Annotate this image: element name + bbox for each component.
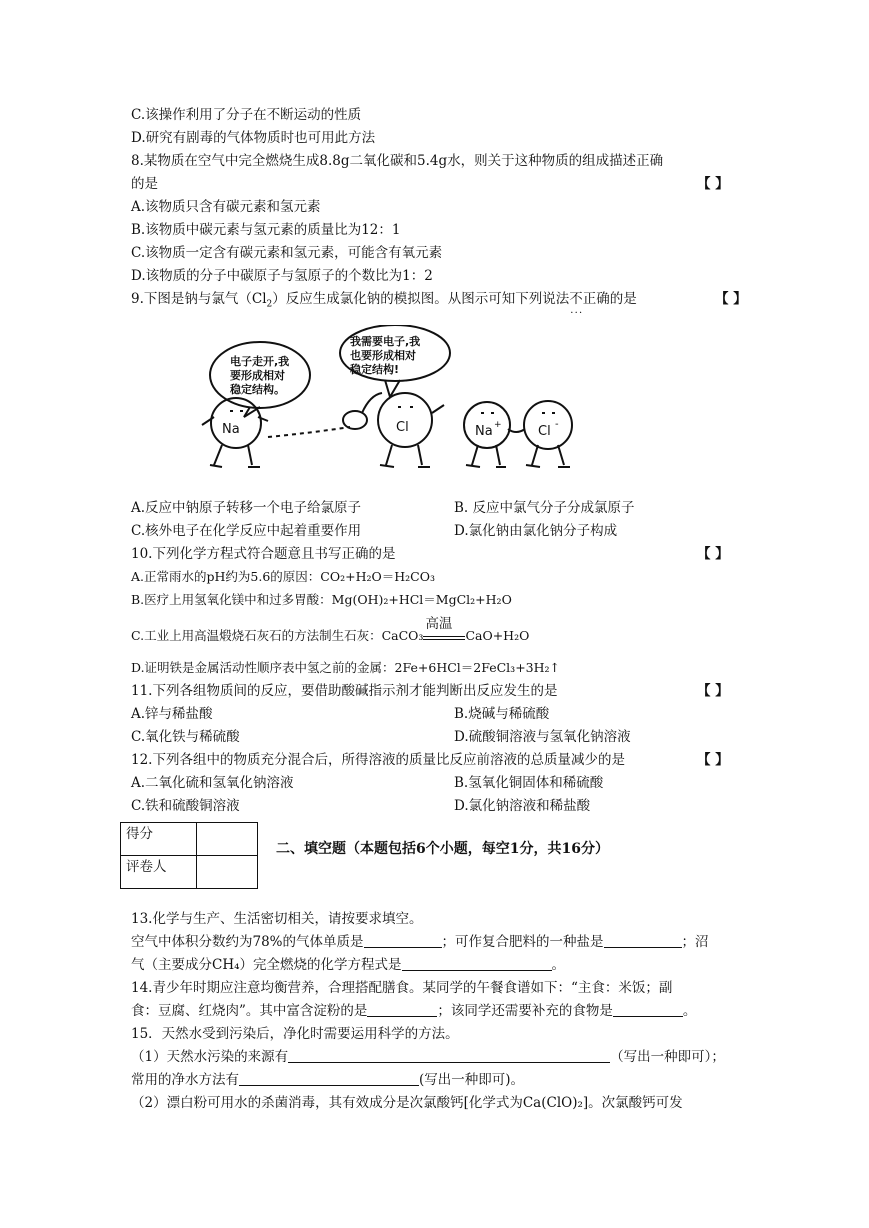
q8-stem: 8.某物质在空气中完全燃烧生成8.8g二氧化碳和5.4g水，则关于这种物质的组成描述正确 xyxy=(131,153,664,169)
q10-option-b: B.医疗上用氢氧化镁中和过多胃酸：Mg(OH)₂+HCl＝MgCl₂+H₂O xyxy=(131,592,512,607)
bubble-na-line1: 电子走开,我 xyxy=(230,355,290,368)
q13-blank1[interactable] xyxy=(364,933,442,948)
q11-option-d: D.硫酸铜溶液与氢氧化钠溶液 xyxy=(454,729,631,745)
bubble-cl-line1: 我需要电子,我 xyxy=(350,335,421,348)
q12-option-d: D.氯化钠溶液和稀盐酸 xyxy=(454,798,591,814)
q9-option-d: D.氯化钠由氯化钠分子构成 xyxy=(454,523,618,539)
q8-answer-bracket: 【 】 xyxy=(697,176,729,192)
cl-label: Cl xyxy=(396,420,409,435)
q8-option-a: A.该物质只含有碳元素和氢元素 xyxy=(131,199,321,215)
q11-answer-bracket: 【 】 xyxy=(697,683,729,699)
reaction-condition: 高温 xyxy=(423,625,465,643)
q15-part1-line2: 常用的净水方法有 (写出一种即可)。 xyxy=(131,1072,525,1088)
q7-option-d: D.研究有剧毒的气体物质时也可用此方法 xyxy=(131,130,376,146)
q12-stem: 12.下列各组中的物质充分混合后，所得溶液的质量比反应前溶液的总质量减少的是 xyxy=(131,752,625,768)
q11-option-a: A.锌与稀盐酸 xyxy=(131,706,213,722)
sodium-chlorine-figure xyxy=(200,325,590,475)
grader-label: 评卷人 xyxy=(121,856,197,889)
q15-part1-line1: （1）天然水污染的来源有 （写出一种即可）； xyxy=(131,1049,725,1065)
bubble-cl-line2: 也要形成相对 xyxy=(350,349,416,362)
grader-cell[interactable] xyxy=(197,856,258,889)
bubble-na-line2: 要形成相对 xyxy=(230,369,285,382)
q10-answer-bracket: 【 】 xyxy=(697,546,729,562)
q10-option-a: A.正常雨水的pH约为5.6的原因：CO₂+H₂O＝H₂CO₃ xyxy=(131,569,435,584)
cl-ion-charge: - xyxy=(555,419,559,430)
q13-blank3[interactable] xyxy=(402,956,552,971)
q10-option-c: C.工业上用高温煅烧石灰石的方法制生石灰：CaCO₃ 高温 CaO+H₂O xyxy=(131,616,530,643)
q9-option-b: B. 反应中氯气分子分成氯原子 xyxy=(454,500,635,516)
bubble-cl-line3: 稳定结构! xyxy=(350,363,400,376)
q14-blank1[interactable] xyxy=(367,1002,437,1017)
q15-blank2[interactable] xyxy=(239,1071,419,1086)
na-ion-label: Na xyxy=(475,424,493,439)
bubble-na-line3: 稳定结构。 xyxy=(230,383,285,396)
score-table xyxy=(120,822,258,889)
cl-ion-label: Cl xyxy=(538,424,551,439)
q8-option-d: D.该物质的分子中碳原子与氢原子的个数比为1：2 xyxy=(131,268,433,284)
q9-answer-bracket: 【 】 xyxy=(715,291,747,307)
q12-option-b: B.氢氧化铜固体和稀硫酸 xyxy=(454,775,604,791)
q10-stem: 10.下列化学方程式符合题意且书写正确的是 xyxy=(131,546,396,562)
q15-stem: 15．天然水受到污染后，净化时需要运用科学的方法。 xyxy=(131,1026,459,1042)
score-label: 得分 xyxy=(121,823,197,856)
q9-emphasis: 不正确 · · · xyxy=(569,291,610,307)
section-title: 二、填空题（本题包括6个小题，每空1分，共16分） xyxy=(276,841,609,857)
q14-line2: 食：豆腐、红烧肉”。其中富含淀粉的是 ；该同学还需要补充的食物是 。 xyxy=(131,1003,697,1019)
q12-option-a: A.二氧化硫和氢氧化钠溶液 xyxy=(131,775,294,791)
q7-option-c: C.该操作利用了分子在不断运动的性质 xyxy=(131,107,362,123)
q13-line1: 空气中体积分数约为78%的气体单质是 ；可作复合肥料的一种盐是 ；沼 xyxy=(131,934,709,950)
q8-stem-cont: 的是 xyxy=(131,176,158,192)
q12-option-c: C.铁和硫酸铜溶液 xyxy=(131,798,240,814)
q8-option-b: B.该物质中碳元素与氢元素的质量比为12：1 xyxy=(131,222,401,238)
q14-line1: 14.青少年时期应注意均衡营养，合理搭配膳食。某同学的午餐食谱如下：“主食：米饭；副 xyxy=(131,980,673,996)
score-cell[interactable] xyxy=(197,823,258,856)
q9-option-a: A.反应中钠原子转移一个电子给氯原子 xyxy=(131,500,362,516)
q13-stem: 13.化学与生产、生活密切相关，请按要求填空。 xyxy=(131,911,423,927)
na-ion-charge: + xyxy=(494,420,502,430)
q9-option-c: C.核外电子在化学反应中起着重要作用 xyxy=(131,523,362,539)
q12-answer-bracket: 【 】 xyxy=(697,752,729,768)
q9-stem: 9.下图是钠与氯气$(Cl_2)$反应生成氯化钠的模拟图。从图示可知下列说法不正确 · · ·的是 xyxy=(131,288,637,310)
q15-blank1[interactable] xyxy=(288,1048,610,1063)
q13-blank2[interactable] xyxy=(604,933,682,948)
na-label: Na xyxy=(222,422,240,437)
q13-line2: 气（主要成分CH₄）完全燃烧的化学方程式是 。 xyxy=(131,957,566,973)
q11-option-c: C.氧化铁与稀硫酸 xyxy=(131,729,240,745)
q15-part2: （2）漂白粉可用水的杀菌消毒，其有效成分是次氯酸钙[化学式为Ca(ClO)₂]。次氯酸钙可发 xyxy=(131,1095,683,1111)
q8-option-c: C.该物质一定含有碳元素和氢元素，可能含有氧元素 xyxy=(131,245,443,261)
q14-blank2[interactable] xyxy=(613,1002,683,1017)
q11-stem: 11.下列各组物质间的反应，要借助酸碱指示剂才能判断出反应发生的是 xyxy=(131,683,558,699)
q11-option-b: B.烧碱与稀硫酸 xyxy=(454,706,550,722)
q10-option-d: D.证明铁是金属活动性顺序表中氢之前的金属：2Fe+6HCl＝2FeCl₃+3H₂↑ xyxy=(131,660,561,675)
